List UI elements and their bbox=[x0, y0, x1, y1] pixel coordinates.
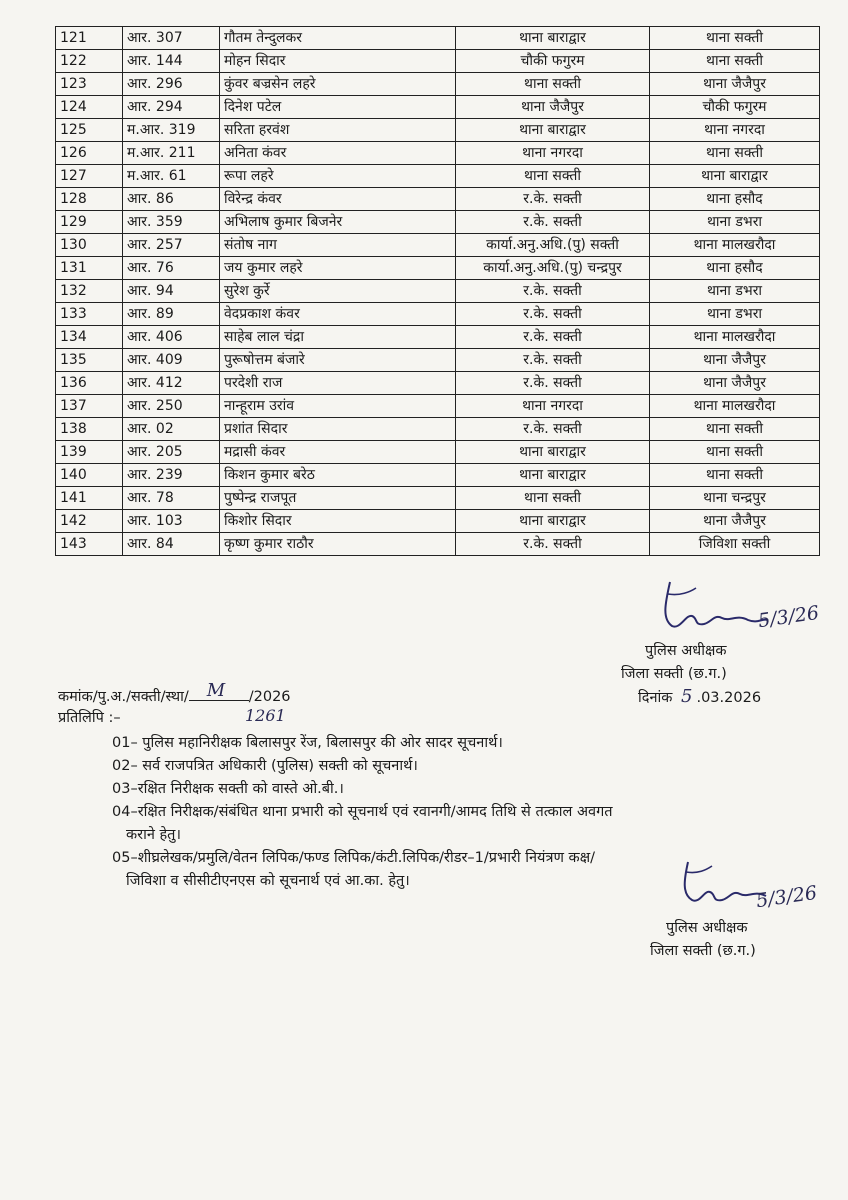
to-cell: थाना डभरा bbox=[650, 280, 820, 303]
reference-blank bbox=[189, 680, 249, 701]
table-row bbox=[56, 280, 820, 303]
serial-cell: 129 bbox=[56, 211, 123, 234]
signature-2-district: जिला सक्ती (छ.ग.) bbox=[650, 943, 756, 959]
serial-cell: 123 bbox=[56, 73, 123, 96]
rank-cell: म.आर. 61 bbox=[123, 165, 220, 188]
to-cell: थाना सक्ती bbox=[650, 27, 820, 50]
table-row bbox=[56, 510, 820, 533]
list-item: 03–रक्षित निरीक्षक सक्ती को वास्ते ओ.बी.। bbox=[112, 781, 344, 797]
date-day: 5 bbox=[681, 686, 693, 707]
reference-number bbox=[58, 680, 291, 706]
rank-cell: आर. 307 bbox=[123, 27, 220, 50]
copy-to-label: प्रतिलिपि :– bbox=[58, 710, 121, 726]
serial-cell: 142 bbox=[56, 510, 123, 533]
from-cell: र.के. सक्ती bbox=[456, 326, 650, 349]
table-row bbox=[56, 372, 820, 395]
rank-cell: आर. 02 bbox=[123, 418, 220, 441]
from-cell: र.के. सक्ती bbox=[456, 349, 650, 372]
serial-cell: 124 bbox=[56, 96, 123, 119]
to-cell: थाना बाराद्वार bbox=[650, 165, 820, 188]
name-cell: पुरूषोत्तम बंजारे bbox=[220, 349, 456, 372]
from-cell: र.के. सक्ती bbox=[456, 418, 650, 441]
from-cell: थाना सक्ती bbox=[456, 73, 650, 96]
reference-handwritten-code: M bbox=[206, 680, 226, 701]
reference-prefix: कमांक/पु.अ./सक्ती/स्था/ bbox=[58, 689, 189, 705]
name-cell: कृष्ण कुमार राठौर bbox=[220, 533, 456, 556]
signature-1-district: जिला सक्ती (छ.ग.) bbox=[621, 666, 727, 682]
table-row bbox=[56, 349, 820, 372]
serial-cell: 130 bbox=[56, 234, 123, 257]
signature-2-designation: पुलिस अधीक्षक bbox=[666, 920, 748, 936]
to-cell: थाना मालखरौदा bbox=[650, 326, 820, 349]
serial-cell: 122 bbox=[56, 50, 123, 73]
table-row bbox=[56, 395, 820, 418]
serial-cell: 126 bbox=[56, 142, 123, 165]
from-cell: र.के. सक्ती bbox=[456, 372, 650, 395]
to-cell: थाना सक्ती bbox=[650, 418, 820, 441]
rank-cell: आर. 78 bbox=[123, 487, 220, 510]
rank-cell: आर. 359 bbox=[123, 211, 220, 234]
name-cell: सुरेश कुर्रे bbox=[220, 280, 456, 303]
to-cell: थाना हसौद bbox=[650, 188, 820, 211]
name-cell: नान्हूराम उरांव bbox=[220, 395, 456, 418]
date-rest: .03.2026 bbox=[696, 690, 762, 706]
serial-cell: 128 bbox=[56, 188, 123, 211]
rank-cell: आर. 84 bbox=[123, 533, 220, 556]
table-row bbox=[56, 533, 820, 556]
to-cell: थाना जैजैपुर bbox=[650, 73, 820, 96]
from-cell: थाना नगरदा bbox=[456, 142, 650, 165]
to-cell: थाना सक्ती bbox=[650, 464, 820, 487]
serial-cell: 135 bbox=[56, 349, 123, 372]
table-row bbox=[56, 119, 820, 142]
rank-cell: आर. 257 bbox=[123, 234, 220, 257]
to-cell: थाना डभरा bbox=[650, 303, 820, 326]
from-cell: थाना बाराद्वार bbox=[456, 464, 650, 487]
to-cell: थाना जैजैपुर bbox=[650, 349, 820, 372]
table-row bbox=[56, 303, 820, 326]
list-item: 02– सर्व राजपत्रित अधिकारी (पुलिस) सक्ती को सूचनार्थ। bbox=[112, 758, 418, 774]
serial-cell: 136 bbox=[56, 372, 123, 395]
to-cell: जिविशा सक्ती bbox=[650, 533, 820, 556]
table-row bbox=[56, 27, 820, 50]
to-cell: थाना जैजैपुर bbox=[650, 372, 820, 395]
name-cell: किशन कुमार बरेठ bbox=[220, 464, 456, 487]
serial-cell: 133 bbox=[56, 303, 123, 326]
table-row bbox=[56, 418, 820, 441]
rank-cell: आर. 239 bbox=[123, 464, 220, 487]
list-item: 05–शीघ्रलेखक/प्रमुलि/वेतन लिपिक/फण्ड लिपिक/कंटी.लिपिक/रीडर–1/प्रभारी नियंत्रण कक्ष/ bbox=[112, 850, 595, 866]
rank-cell: आर. 205 bbox=[123, 441, 220, 464]
list-item: 04–रक्षित निरीक्षक/संबंधित थाना प्रभारी को सूचनार्थ एवं रवानगी/आमद तिथि से तत्काल अवगत bbox=[112, 804, 613, 820]
table-row bbox=[56, 211, 820, 234]
from-cell: चौकी फगुरम bbox=[456, 50, 650, 73]
table-row bbox=[56, 487, 820, 510]
name-cell: वेदप्रकाश कंवर bbox=[220, 303, 456, 326]
name-cell: प्रशांत सिदार bbox=[220, 418, 456, 441]
to-cell: थाना सक्ती bbox=[650, 142, 820, 165]
date-label: दिनांक bbox=[638, 690, 673, 706]
to-cell: चौकी फगुरम bbox=[650, 96, 820, 119]
signature-1-designation: पुलिस अधीक्षक bbox=[645, 643, 727, 659]
name-cell: साहेब लाल चंद्रा bbox=[220, 326, 456, 349]
to-cell: थाना जैजैपुर bbox=[650, 510, 820, 533]
to-cell: थाना मालखरौदा bbox=[650, 234, 820, 257]
rank-cell: आर. 89 bbox=[123, 303, 220, 326]
name-cell: कुंवर बज्रसेन लहरे bbox=[220, 73, 456, 96]
list-item: 01– पुलिस महानिरीक्षक बिलासपुर रेंज, बिलासपुर की ओर सादर सूचनार्थ। bbox=[112, 735, 503, 751]
serial-cell: 134 bbox=[56, 326, 123, 349]
from-cell: थाना बाराद्वार bbox=[456, 27, 650, 50]
name-cell: विरेन्द्र कंवर bbox=[220, 188, 456, 211]
table-row bbox=[56, 73, 820, 96]
table-row bbox=[56, 441, 820, 464]
from-cell: र.के. सक्ती bbox=[456, 211, 650, 234]
name-cell: किशोर सिदार bbox=[220, 510, 456, 533]
serial-cell: 140 bbox=[56, 464, 123, 487]
table-row bbox=[56, 50, 820, 73]
to-cell: थाना नगरदा bbox=[650, 119, 820, 142]
transfer-table-body bbox=[56, 27, 820, 556]
rank-cell: आर. 250 bbox=[123, 395, 220, 418]
name-cell: पुष्पेन्द्र राजपूत bbox=[220, 487, 456, 510]
table-row bbox=[56, 257, 820, 280]
from-cell: र.के. सक्ती bbox=[456, 533, 650, 556]
table-row bbox=[56, 96, 820, 119]
from-cell: थाना सक्ती bbox=[456, 165, 650, 188]
name-cell: रूपा लहरे bbox=[220, 165, 456, 188]
from-cell: थाना नगरदा bbox=[456, 395, 650, 418]
name-cell: अभिलाष कुमार बिजनेर bbox=[220, 211, 456, 234]
rank-cell: आर. 294 bbox=[123, 96, 220, 119]
from-cell: थाना सक्ती bbox=[456, 487, 650, 510]
rank-cell: आर. 406 bbox=[123, 326, 220, 349]
table-row bbox=[56, 464, 820, 487]
from-cell: थाना बाराद्वार bbox=[456, 119, 650, 142]
to-cell: थाना चन्द्रपुर bbox=[650, 487, 820, 510]
rank-cell: आर. 296 bbox=[123, 73, 220, 96]
to-cell: थाना सक्ती bbox=[650, 50, 820, 73]
list-item-continuation: कराने हेतु। bbox=[126, 827, 181, 843]
serial-cell: 141 bbox=[56, 487, 123, 510]
rank-cell: म.आर. 211 bbox=[123, 142, 220, 165]
serial-cell: 138 bbox=[56, 418, 123, 441]
from-cell: थाना जैजैपुर bbox=[456, 96, 650, 119]
rank-cell: आर. 409 bbox=[123, 349, 220, 372]
serial-cell: 131 bbox=[56, 257, 123, 280]
from-cell: र.के. सक्ती bbox=[456, 303, 650, 326]
name-cell: गौतम तेन्दुलकर bbox=[220, 27, 456, 50]
table-row bbox=[56, 188, 820, 211]
list-item-continuation: जिविशा व सीसीटीएनएस को सूचनार्थ एवं आ.का. हेतु। bbox=[126, 873, 410, 889]
serial-cell: 121 bbox=[56, 27, 123, 50]
reference-suffix: /2026 bbox=[248, 689, 291, 705]
name-cell: जय कुमार लहरे bbox=[220, 257, 456, 280]
from-cell: कार्या.अनु.अधि.(पु) चन्द्रपुर bbox=[456, 257, 650, 280]
rank-cell: आर. 144 bbox=[123, 50, 220, 73]
serial-cell: 132 bbox=[56, 280, 123, 303]
rank-cell: आर. 103 bbox=[123, 510, 220, 533]
to-cell: थाना डभरा bbox=[650, 211, 820, 234]
name-cell: सरिता हरवंश bbox=[220, 119, 456, 142]
serial-cell: 127 bbox=[56, 165, 123, 188]
transfer-table bbox=[55, 26, 820, 556]
rank-cell: आर. 86 bbox=[123, 188, 220, 211]
table-row bbox=[56, 165, 820, 188]
name-cell: मद्रासी कंवर bbox=[220, 441, 456, 464]
from-cell: र.के. सक्ती bbox=[456, 188, 650, 211]
to-cell: थाना हसौद bbox=[650, 257, 820, 280]
rank-cell: आर. 94 bbox=[123, 280, 220, 303]
name-cell: मोहन सिदार bbox=[220, 50, 456, 73]
signature-2-date: 5/3/26 bbox=[754, 881, 819, 913]
name-cell: संतोष नाग bbox=[220, 234, 456, 257]
table-row bbox=[56, 326, 820, 349]
serial-cell: 139 bbox=[56, 441, 123, 464]
signature-1-date-line bbox=[638, 686, 761, 707]
rank-cell: आर. 76 bbox=[123, 257, 220, 280]
rank-cell: म.आर. 319 bbox=[123, 119, 220, 142]
serial-cell: 143 bbox=[56, 533, 123, 556]
from-cell: र.के. सक्ती bbox=[456, 280, 650, 303]
rank-cell: आर. 412 bbox=[123, 372, 220, 395]
to-cell: थाना सक्ती bbox=[650, 441, 820, 464]
name-cell: दिनेश पटेल bbox=[220, 96, 456, 119]
serial-cell: 137 bbox=[56, 395, 123, 418]
from-cell: थाना बाराद्वार bbox=[456, 441, 650, 464]
from-cell: कार्या.अनु.अधि.(पु) सक्ती bbox=[456, 234, 650, 257]
from-cell: थाना बाराद्वार bbox=[456, 510, 650, 533]
name-cell: अनिता कंवर bbox=[220, 142, 456, 165]
name-cell: परदेशी राज bbox=[220, 372, 456, 395]
table-row bbox=[56, 142, 820, 165]
table-row bbox=[56, 234, 820, 257]
serial-cell: 125 bbox=[56, 119, 123, 142]
signature-1-date: 5/3/26 bbox=[756, 601, 821, 633]
copy-to-handwritten-number: 1261 bbox=[245, 706, 286, 725]
to-cell: थाना मालखरौदा bbox=[650, 395, 820, 418]
